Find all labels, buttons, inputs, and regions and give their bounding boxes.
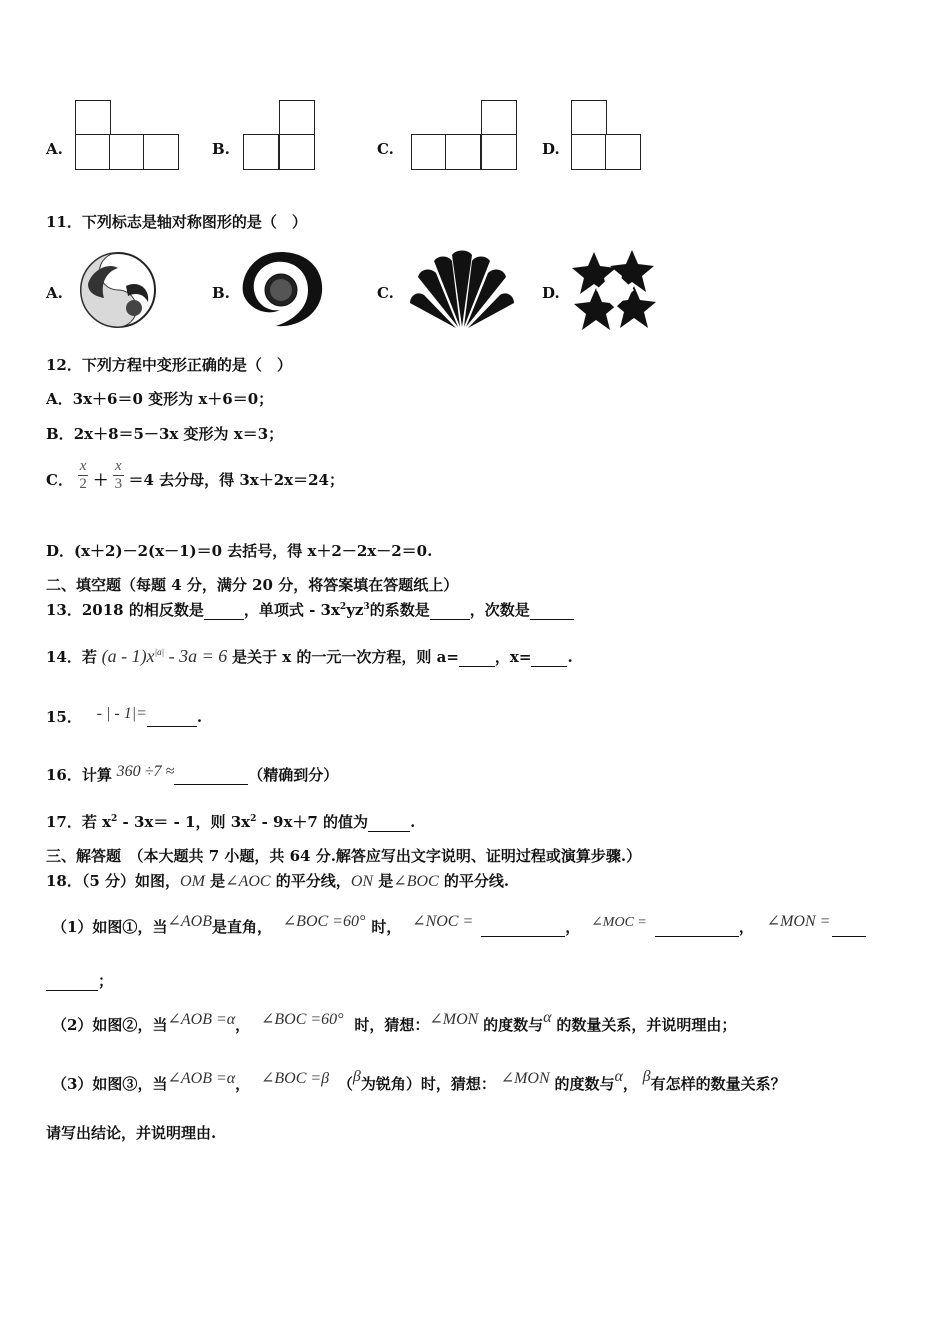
q18-om: OM [180, 873, 205, 890]
q18-p1-angle-boc-60: ∠BOC =60° [282, 913, 366, 930]
q14-expr-part-b: - 3a = 6 [164, 646, 228, 666]
q18-p2-angle-mon: ∠MON [429, 1011, 479, 1028]
answer-blank[interactable] [147, 726, 197, 727]
q17-text-1: 17．若 x [46, 813, 112, 831]
q18-p1-angle-noc: ∠NOC = [412, 913, 474, 930]
q18-stem-text-5: 的平分线. [438, 872, 510, 890]
q12-option-b-label: B． [46, 425, 74, 443]
answer-blank[interactable] [204, 619, 244, 620]
q12-option-c-fraction-1 [78, 458, 89, 493]
q18-stem-text-3: 的平分线， [270, 872, 351, 890]
q12-option-a [46, 388, 273, 409]
comma: ， [235, 1016, 251, 1034]
q15-expression: - | - 1|= [96, 705, 147, 722]
answer-blank[interactable] [368, 831, 410, 832]
answer-blank[interactable] [832, 936, 866, 937]
q18-p2-text-3: 的数量关系，并说明理由； [556, 1016, 737, 1034]
q16-expression: 360 ÷7 ≈ [116, 763, 175, 780]
q13-text-1: 13．2018 的相反数是 [46, 601, 204, 619]
q18-p3-alpha: α [614, 1068, 623, 1085]
q18-on: ON [350, 873, 374, 890]
q18-p3-text-3: 有怎样的数量关系？ [650, 1075, 786, 1093]
four-stars-logo-icon [572, 248, 658, 332]
q18-p2-alpha: α [543, 1009, 552, 1026]
q18-stem-text-4: 是 [373, 872, 394, 890]
q18-p1-angle-moc: ∠MOC = [591, 915, 647, 930]
q10-option-d-label: D. [542, 140, 560, 158]
answer-blank[interactable] [459, 666, 495, 667]
q11-stem: 11．下列标志是轴对称图形的是（ ） [46, 213, 307, 231]
q12-option-c [46, 458, 344, 493]
answer-blank[interactable] [46, 990, 98, 991]
q14-text: 是关于 x 的一元一次方程，则 a= [232, 648, 459, 666]
q18-p3-text-2: 的度数与 [554, 1075, 615, 1093]
answer-blank[interactable] [430, 619, 470, 620]
section-2-title: 二、填空题（每题 4 分，满分 20 分，将答案填在答题纸上） [46, 576, 459, 594]
q18-part-4: 请写出结论，并说明理由. [46, 1124, 217, 1142]
q11-option-d-label: D. [542, 284, 560, 302]
q18-part-3-label: （3）如图③，当 [52, 1075, 168, 1093]
q11-option-c-label: C. [377, 284, 394, 302]
q13-text-5: ，次数是 [469, 601, 530, 619]
q11-option-a-label: A. [46, 284, 63, 302]
q15-prefix: 15． [46, 708, 82, 726]
q12-option-c-fraction-2 [113, 458, 124, 493]
q10-option-c-label: C. [377, 140, 394, 158]
semicolon: ； [98, 972, 114, 990]
open-paren: （ [337, 1075, 353, 1093]
answer-blank[interactable] [531, 666, 567, 667]
superscript: |a| [154, 647, 165, 657]
comma: ， [738, 918, 754, 936]
superscript: 2 [111, 814, 118, 824]
q12-option-a-label: A． [46, 390, 73, 408]
answer-blank[interactable] [655, 936, 739, 937]
q14-sep: ，x= [494, 648, 532, 666]
q15-end: . [196, 708, 203, 726]
q12-option-d [46, 540, 432, 561]
q18-p2-text-2: 的度数与 [483, 1016, 544, 1034]
section-3-title: 三、解答题 （本大题共 7 小题，共 64 分.解答应写出文字说明、证明过程或演算步骤.） [46, 847, 642, 865]
q14-prefix: 14．若 [46, 648, 97, 666]
q12-option-c-text: ＝4 去分母，得 3x＋2x＝24； [128, 471, 344, 489]
q14-end: . [567, 648, 573, 666]
fraction-numerator: x [114, 458, 122, 474]
huawei-petals-logo-icon [408, 247, 516, 329]
answer-blank[interactable] [481, 936, 565, 937]
answer-blank[interactable] [174, 784, 248, 785]
fraction-denominator: 2 [79, 476, 87, 492]
q18-part-2-label: （2）如图②，当 [52, 1016, 168, 1034]
q15 [46, 690, 202, 727]
q17-end: . [410, 813, 416, 831]
q18-part-1 [52, 900, 912, 937]
spiral-ring-logo-icon [236, 250, 326, 330]
q16 [46, 754, 338, 785]
q18-p3-beta-2: β [642, 1068, 651, 1085]
comma: ， [565, 918, 581, 936]
comma: ， [622, 1075, 638, 1093]
q18-p2-angle-boc-60: ∠BOC =60° [260, 1011, 344, 1028]
q18-stem [46, 870, 509, 891]
fraction-denominator: 3 [114, 476, 123, 492]
q18-stem-text-1: 18．（5 分）如图， [46, 872, 181, 890]
q14-expr-part-a: (a - 1)x [101, 646, 155, 666]
q17 [46, 811, 415, 832]
q18-p2-angle-aob-alpha: ∠AOB =α [167, 1011, 236, 1028]
swirl-logo-icon [78, 250, 158, 330]
fraction-numerator: x [79, 458, 87, 474]
q13-text-2: ，单项式 - 3x [243, 601, 340, 619]
q18-p3-beta: β [352, 1068, 361, 1085]
q18-part-1-label: （1）如图①，当 [52, 918, 168, 936]
q18-p3-angle-boc-beta: ∠BOC =β [260, 1070, 330, 1087]
q12-option-b [46, 423, 283, 444]
q12-option-d-label: D． [46, 542, 75, 560]
plus-sign: ＋ [93, 471, 109, 489]
q17-text-3: - 9x＋7 的值为 [256, 813, 369, 831]
q18-p2-text-1: 时，猜想： [354, 1016, 430, 1034]
q14-equation [102, 646, 228, 666]
q18-stem-text-2: 是 [204, 872, 226, 890]
superscript: 2 [250, 814, 257, 824]
q13-text-4: 的系数是 [369, 601, 430, 619]
q18-p1-angle-aob: ∠AOB [167, 913, 212, 930]
q18-part-2 [52, 998, 736, 1035]
q18-angle-aoc: ∠AOC [225, 873, 271, 890]
q12-option-b-text: 2x＋8＝5－3x 变形为 x＝3； [73, 425, 284, 443]
answer-blank[interactable] [530, 619, 574, 620]
q17-text-2: - 3x＝ - 1，则 3x [117, 813, 251, 831]
q13-text-3: yz [346, 601, 364, 619]
q18-part-1-continued [46, 970, 113, 991]
q18-angle-boc: ∠BOC [393, 873, 439, 890]
comma: ， [235, 1075, 251, 1093]
q10-option-a-label: A. [46, 140, 63, 158]
q18-p1-text-2: 时， [371, 918, 402, 936]
q10-option-b-label: B. [212, 140, 230, 158]
q18-p1-text-1: 是直角， [211, 918, 272, 936]
superscript: 2 [339, 602, 347, 612]
q18-p1-angle-mon: ∠MON = [766, 913, 831, 930]
q18-p3-text-1: 为锐角）时，猜想： [360, 1075, 496, 1093]
q14 [46, 636, 573, 667]
q13 [46, 599, 574, 620]
q18-p3-angle-mon: ∠MON [500, 1070, 550, 1087]
q18-part-3 [52, 1057, 786, 1094]
q11-option-b-label: B. [212, 284, 230, 302]
q12-option-c-label: C． [46, 471, 73, 489]
q16-prefix: 16．计算 [46, 766, 112, 784]
q12-stem: 12．下列方程中变形正确的是（ ） [46, 356, 292, 374]
q16-suffix: （精确到分） [248, 766, 339, 784]
q12-option-a-text: 3x＋6＝0 变形为 x＋6＝0； [72, 390, 274, 408]
superscript: 3 [363, 602, 370, 612]
q12-option-d-text: (x＋2)－2(x－1)＝0 去括号，得 x＋2－2x－2＝0. [74, 542, 433, 560]
q18-p3-angle-aob-alpha: ∠AOB =α [167, 1070, 236, 1087]
